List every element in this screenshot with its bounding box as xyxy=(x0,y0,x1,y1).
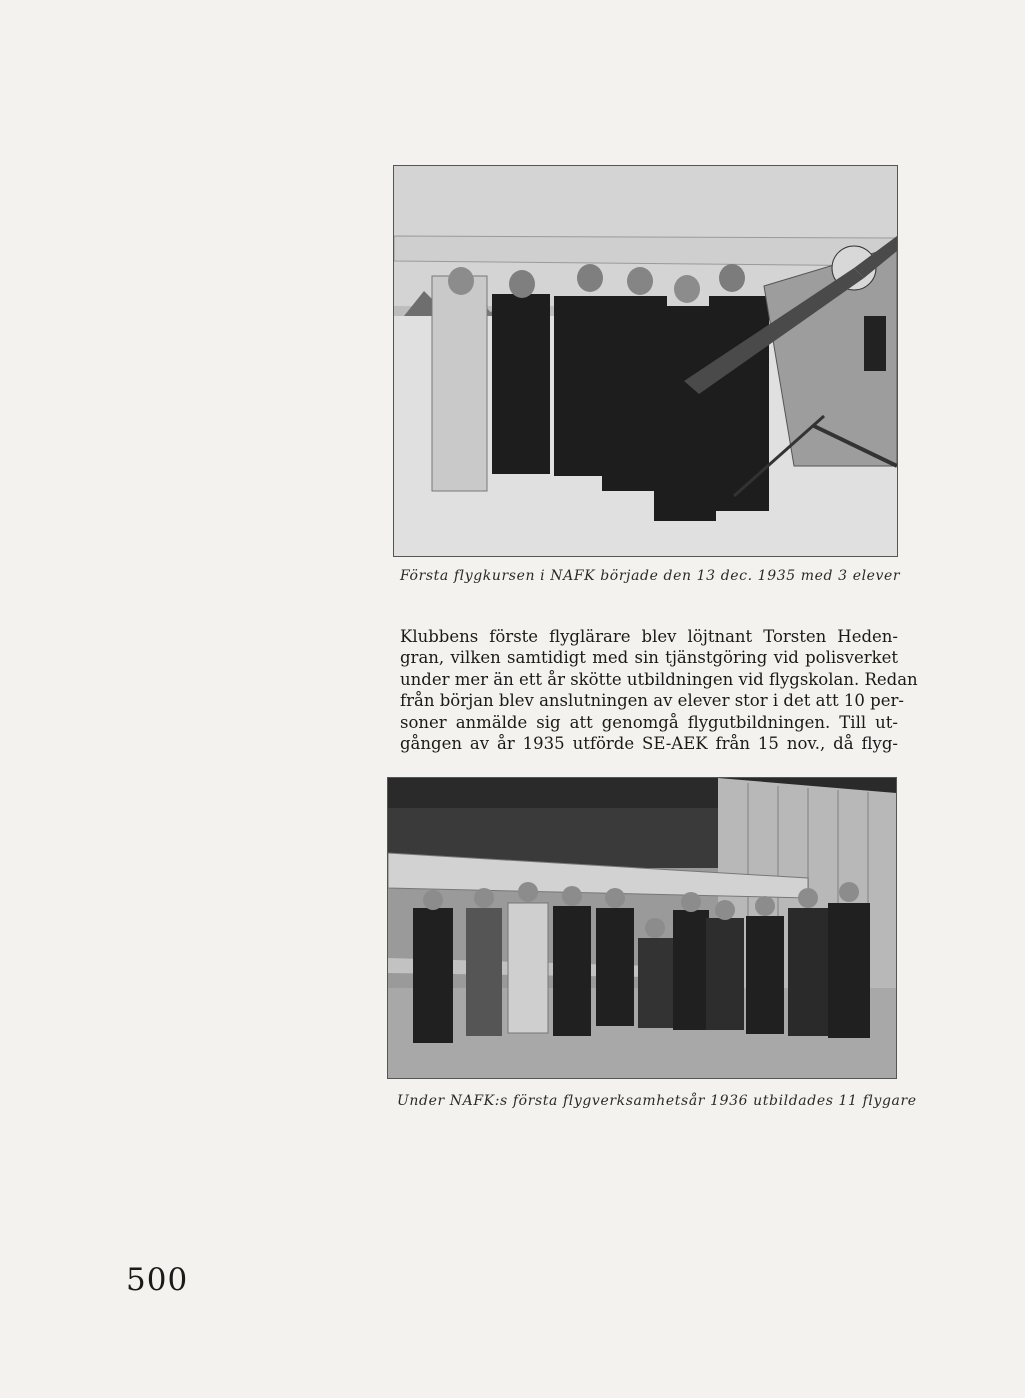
photo-caption-bottom: Under NAFK:s första flygverksamhetsår 1936 utbildades 11 flygare xyxy=(397,1093,917,1109)
body-line: soner anmälde sig att genomgå flygutbildningen. Till ut- xyxy=(400,712,898,732)
body-line: Klubbens förste flyglärare blev löjtnant Torsten Heden- xyxy=(400,627,898,646)
body-line: gran, vilken samtidigt med sin tjänstgöring vid polisverket xyxy=(400,648,898,668)
page-number: 500 xyxy=(126,1262,189,1298)
body-line: från början blev anslutningen av elever stor i det att 10 per- xyxy=(400,691,904,711)
photo-caption-top: Första flygkursen i NAFK började den 13 dec. 1935 med 3 elever xyxy=(400,568,901,584)
body-paragraph xyxy=(400,626,918,754)
photo-first-flight-course-image xyxy=(394,166,897,556)
photo-first-flight-course xyxy=(393,165,898,557)
body-line: under mer än ett år skötte utbildningen vid flygskolan. Redan xyxy=(400,669,918,689)
photo-first-year-pilots-image xyxy=(388,778,896,1078)
body-line: gången av år 1935 utförde SE-AEK från 15 nov., då flyg- xyxy=(400,734,898,754)
photo-first-year-pilots xyxy=(387,777,897,1079)
